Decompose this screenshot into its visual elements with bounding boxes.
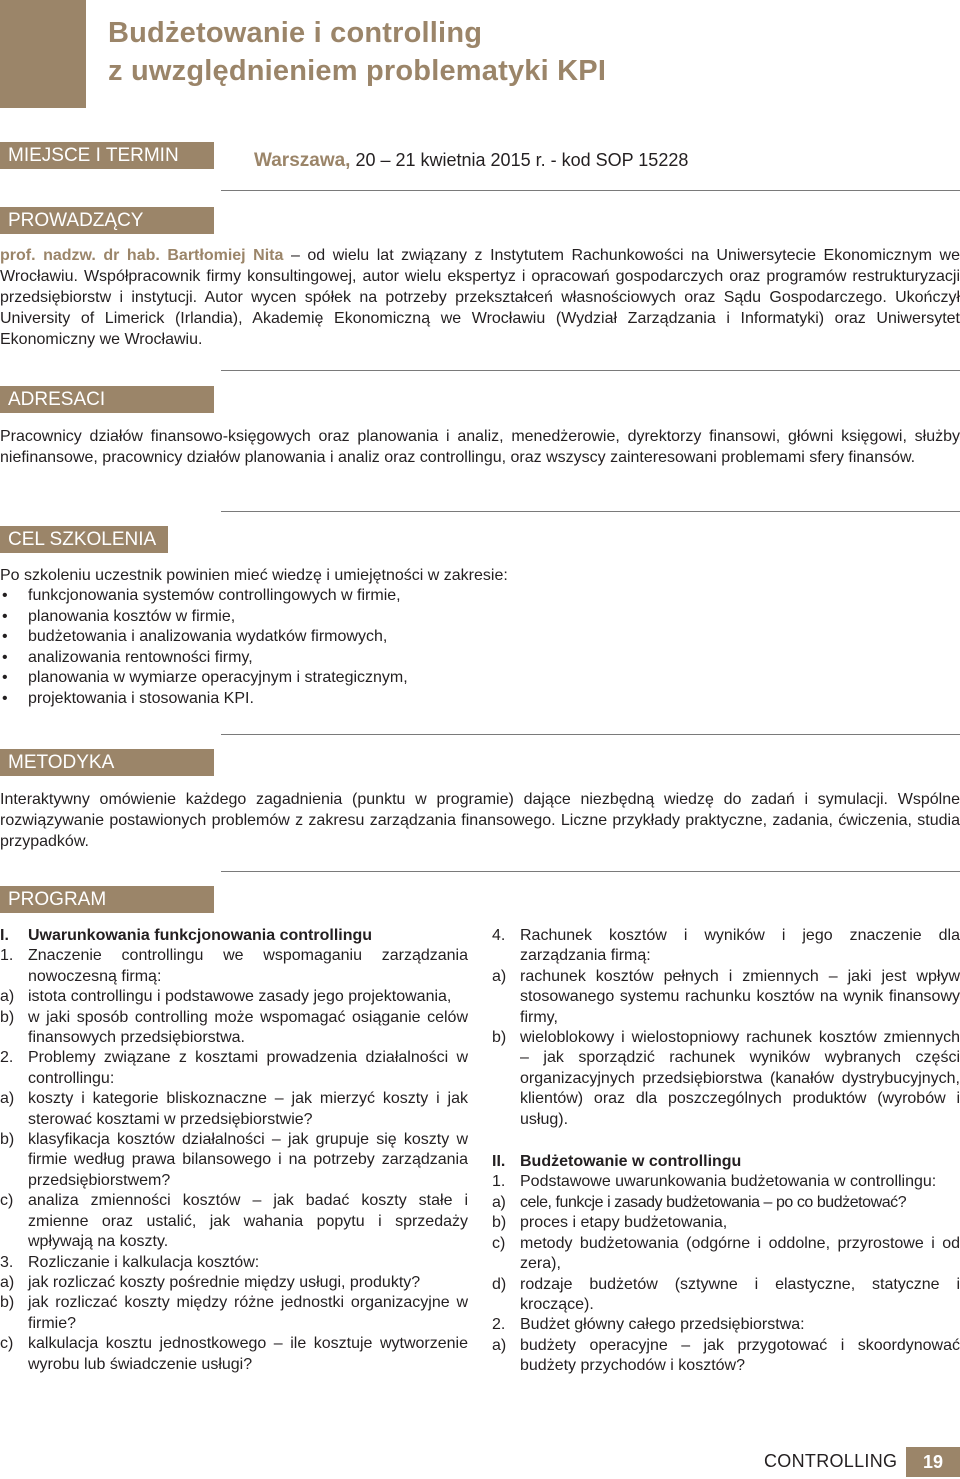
program-item-text: Podstawowe uwarunkowania budżetowania w controllingu:	[520, 1173, 937, 1191]
program-item-text: Problemy związane z kosztami prowadzenia działalności w controllingu:	[28, 1049, 468, 1087]
program-item-text: istota controllingu i podstawowe zasady jego projektowania,	[28, 988, 452, 1006]
term-info	[254, 148, 688, 173]
section-divider	[221, 871, 960, 872]
program-item-marker: I.	[0, 927, 9, 944]
list-item: • funkcjonowania systemów controllingowych w firmie,	[0, 586, 408, 607]
program-item-text: wieloblokowy i wielostopniowy rachunek kosztów zmiennych – jak sporządzić rachunek wyników wybranych części organizacyjnych przedsiębiorstwa (kanałów dystrybucyjnych, klientów) oraz dla poszczególnych produktów (wyrobów i usług).	[520, 1029, 960, 1128]
program-item-marker: 4.	[492, 927, 506, 944]
program-section-heading	[492, 1152, 960, 1172]
footer-label: CONTROLLING	[764, 1451, 898, 1471]
program-item	[0, 1253, 468, 1273]
list-item: • planowania kosztów w firmie,	[0, 607, 408, 628]
program-item	[0, 987, 468, 1007]
page-number: 19	[906, 1447, 960, 1477]
goal-intro: Po szkoleniu uczestnik powinien mieć wiedzę i umiejętności w zakresie:	[0, 567, 508, 584]
program-item-text: rachunek kosztów pełnych i zmiennych – jaki jest wpływ stosowanego systemu rachunku kosztów na wynik finansowy firmy,	[520, 967, 960, 1026]
program-item-marker: c)	[0, 1192, 14, 1210]
program-item	[492, 1234, 960, 1275]
program-item	[0, 1273, 468, 1293]
program-item-marker: b)	[0, 1008, 15, 1026]
program-item	[0, 1008, 468, 1049]
program-item-text: Uwarunkowania funkcjonowania controllingu	[28, 927, 373, 944]
program-item-text: koszty i kategorie bliskoznaczne – jak mierzyć koszty i jak sterować kosztami w przedsiębiorstwie?	[28, 1090, 468, 1128]
program-item	[0, 946, 468, 987]
program-item	[0, 1191, 468, 1252]
program-item-marker: a)	[0, 1273, 15, 1291]
header-accent-bar	[0, 0, 86, 108]
program-item-marker: b)	[492, 1214, 507, 1232]
program-item	[492, 1213, 960, 1233]
program-item-marker: a)	[0, 1090, 15, 1108]
program-item-marker: a)	[0, 988, 15, 1006]
program-item-text: jak rozliczać koszty pośrednie między usługi, produkty?	[28, 1273, 421, 1291]
program-item-marker: 1.	[0, 947, 14, 965]
program-item	[492, 1172, 960, 1192]
list-item: • analizowania rentowności firmy,	[0, 648, 408, 669]
program-column-left	[0, 926, 468, 1375]
program-gap	[492, 1130, 960, 1152]
program-item-marker: 2.	[492, 1316, 506, 1334]
program-item-marker: b)	[0, 1294, 15, 1312]
program-item-text: Budżet główny całego przedsiębiorstwa:	[520, 1316, 805, 1334]
program-item-text: Budżetowanie w controllingu	[520, 1153, 742, 1171]
program-item-text: Rachunek kosztów i wyników i jego znaczenie dla zarządzania firmą:	[520, 927, 960, 965]
program-item-text: jak rozliczać koszty między różne jednostki organizacyjne w firmie?	[28, 1294, 468, 1332]
program-item-marker: 2.	[0, 1049, 14, 1067]
method-text: Interaktywny omówienie każdego zagadnienia (punktu w programie) dające niezbędną wiedzę do zadań i symulacji. Wspólne rozwiązywanie postawionych problemów z zakresu zarządzania finansowego. Liczne przykłady praktyczne, zadania, ćwiczenia, studia przypadków.	[0, 791, 960, 850]
term-city: Warszawa,	[254, 150, 351, 171]
program-item-text: proces i etapy budżetowania,	[520, 1214, 728, 1232]
list-item: • planowania w wymiarze operacyjnym i strategicznym,	[0, 668, 408, 689]
program-item	[0, 1334, 468, 1375]
program-item-text: analiza zmienności kosztów – jak badać koszty stałe i zmienne oraz ustalić, jak wahania popytu i sprzedaży wpływają na koszty.	[28, 1192, 468, 1251]
section-label-trainer: PROWADZĄCY	[0, 207, 214, 234]
program-item	[0, 1048, 468, 1089]
program-item-text: w jaki sposób controlling może wspomagać osiąganie celów finansowych przedsiębiorstwa.	[28, 1008, 468, 1047]
audience-text: Pracownicy działów finansowo-księgowych oraz planowania i analiz, menedżerowie, dyrektorzy finansowi, główni księgowi, służby niefinansowe, pracownicy działów planowania i analiz oraz controllingu, oraz wszyscy zainteresowani problemami sfery finansów.	[0, 428, 960, 466]
program-item-marker: a)	[492, 1336, 507, 1354]
program-item-marker: d)	[492, 1275, 507, 1293]
program-item-marker: a)	[492, 967, 507, 985]
goal-list	[0, 586, 408, 709]
section-label-term: MIEJSCE I TERMIN	[0, 142, 214, 169]
section-divider	[221, 511, 960, 512]
page-title	[108, 14, 606, 90]
program-item	[492, 1275, 960, 1316]
program-item-marker: 3.	[0, 1253, 14, 1271]
program-item-text: kalkulacja kosztu jednostkowego – ile kosztuje wytworzenie wyrobu lub świadczenie usługi?	[28, 1335, 468, 1373]
program-item	[492, 1315, 960, 1335]
program-item	[0, 1130, 468, 1191]
program-item-marker: a)	[492, 1193, 506, 1211]
program-item-text: rodzaje budżetów (sztywne i elastyczne, statyczne i kroczące).	[520, 1275, 960, 1313]
program-item-marker: b)	[0, 1131, 15, 1149]
section-divider	[221, 190, 960, 191]
program-item	[492, 1336, 960, 1377]
term-date: 20 – 21 kwietnia 2015 r. - kod SOP 15228	[350, 150, 689, 170]
program-item-text: metody budżetowania (odgórne i oddolne, przyrostowe i od zera),	[520, 1234, 960, 1273]
program-item	[0, 1293, 468, 1334]
program-column-right	[492, 926, 960, 1377]
program-item	[0, 1089, 468, 1130]
title-line-2: z uwzględnieniem problematyki KPI	[108, 55, 607, 87]
program-item	[492, 1193, 960, 1213]
section-label-audience: ADRESACI	[0, 386, 214, 413]
program-item-text: Znaczenie controllingu we wspomaganiu zarządzania nowoczesną firmą:	[28, 947, 468, 985]
program-item-marker: II.	[492, 1153, 506, 1171]
program-item-marker: c)	[0, 1335, 14, 1353]
section-divider	[221, 370, 960, 371]
program-item-text: budżety operacyjne – jak przygotować i skoordynować budżety przychodów i kosztów?	[520, 1336, 960, 1375]
section-divider	[221, 734, 960, 735]
list-item: • budżetowania i analizowania wydatków firmowych,	[0, 627, 408, 648]
section-label-goal: CEL SZKOLENIA	[0, 526, 168, 553]
trainer-name: prof. nadzw. dr hab. Bartłomiej Nita	[0, 247, 284, 264]
program-item-text: cele, funkcje i zasady budżetowania – po co budżetować?	[520, 1193, 907, 1211]
program-item-marker: b)	[492, 1029, 507, 1047]
program-item	[492, 1028, 960, 1130]
program-item-text: klasyfikacja kosztów działalności – jak grupuje się koszty w firmie według prawa bilansowego i na potrzeby zarządzania przedsiębiorstwem?	[28, 1131, 468, 1189]
program-item-marker: 1.	[492, 1173, 506, 1191]
list-item: • projektowania i stosowania KPI.	[0, 689, 408, 710]
section-label-program: PROGRAM	[0, 886, 214, 913]
title-line-1: Budżetowanie i controlling	[108, 17, 483, 49]
program-item	[492, 967, 960, 1028]
trainer-bio	[0, 245, 960, 350]
program-section-heading	[0, 926, 468, 946]
section-label-method: METODYKA	[0, 749, 214, 776]
program-item	[492, 926, 960, 967]
program-item-text: Rozliczanie i kalkulacja kosztów:	[28, 1253, 260, 1271]
program-item-marker: c)	[492, 1234, 506, 1252]
trainer-bio-text: – od wielu lat związany z Instytutem Rachunkowości na Uniwersytecie Ekonomicznym we Wrocławiu. Współpracownik firmy konsultingowej, autor wielu ekspertyz i opracowań gospodarczych oraz programów restrukturyzacji przedsiębiorstw i instytucji. Autor wycen spółek na potrzeby przekształceń własnościowych oraz Sądu Gospodarczego. Ukończył University of Limerick (Irlandia), Akademię Ekonomiczną we Wrocławiu (Wydział Zarządzania i Informatyki) oraz Uniwersytet Ekonomiczny we Wrocławiu.	[0, 247, 960, 348]
